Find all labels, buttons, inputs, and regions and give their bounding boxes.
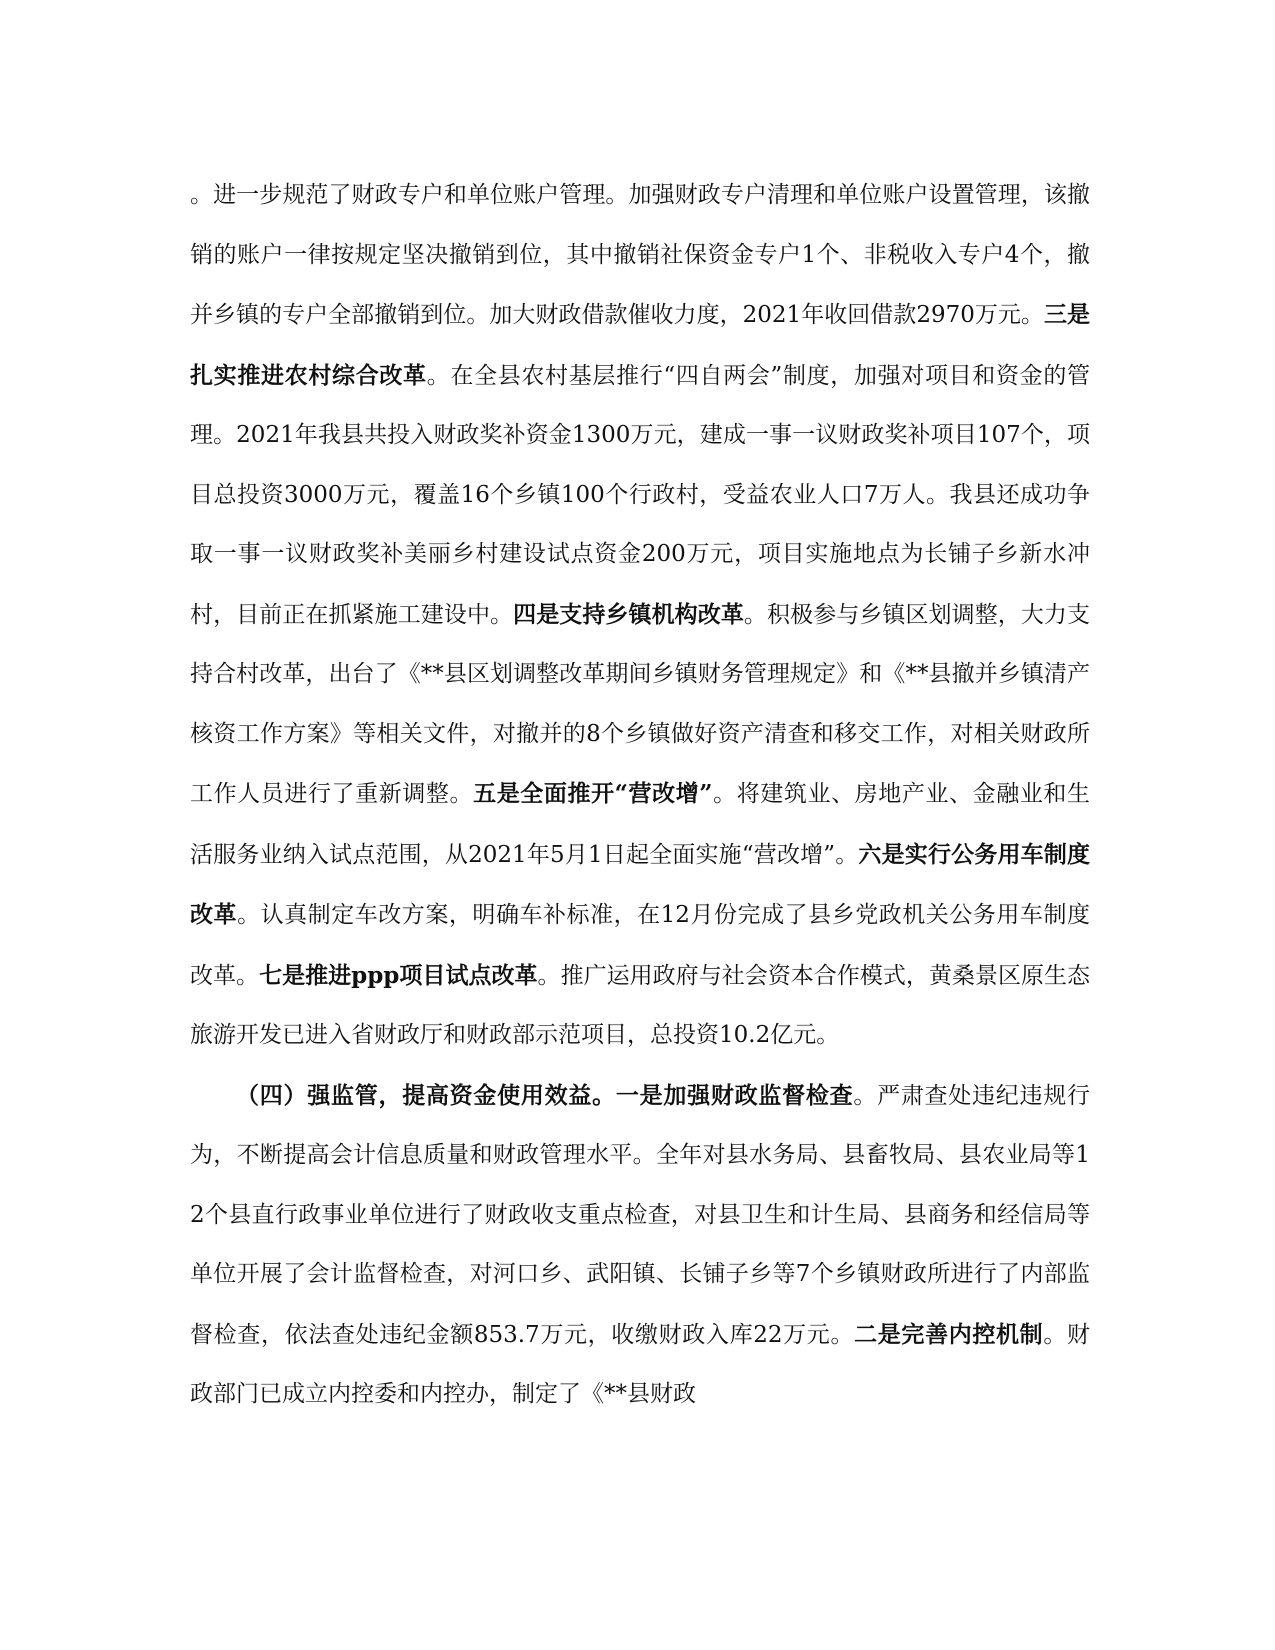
text-run: 。将建筑业、房地产业、金融业和生活服务业纳入试点范围，从2021年5月1日起全面实施“营改增”。 (190, 781, 1091, 868)
bold-heading-run: 五是全面推开“营改增” (473, 780, 713, 807)
text-run: 。积极参与乡镇区划调整，大力支持合村改革，出台了《**县区划调整改革期间乡镇财务管理规定》和《**县撤并乡镇清产核资工作方案》等相关文件，对撤并的8个乡镇做好资产清查和移交工作，对相关财政所工作人员进行了重新调整。 (190, 601, 1091, 807)
bold-heading-run: 四是支持乡镇机构改革 (513, 600, 744, 628)
text-run: 。在全县农村基层推行“四自两会”制度，加强对项目和资金的管理。2021年我县共投入财政奖补资金1300万元，建成一事一议财政奖补项目107个，项目总投资3000万元，覆盖16个乡镇100个行政村，受益农业人口7万人。我县还成功争取一事一议财政奖补美丽乡村建设试点资金200万元，项目实施地点为长铺子乡新水冲村，目前正在抓紧施工建设中。 (190, 362, 1090, 628)
text-run: 。推广运用政府与社会资本合作模式，黄桑景区原生态旅游开发已进入省财政厅和财政部示范项目，总投资10.2亿元。 (190, 962, 1091, 1048)
bold-heading-run: 六是实行公务用车制度改革 (190, 840, 1091, 928)
text-run: 。严肃查处违纪违规行为，不断提高会计信息质量和财政管理水平。全年对县水务局、县畜牧局、县农业局等12个县直行政事业单位进行了财政收支重点检查，对县卫生和计生局、县商务和经信局等单位开展了会计监督检查，对河口乡、武阳镇、长铺子乡等7个乡镇财政所进行了内部监督检查，依法查处违纪金额853.7万元，收缴财政入库22万元。 (190, 1082, 1091, 1348)
bold-heading-run: （四）强监管，提高资金使用效益。一是加强财政监督检查 (236, 1081, 854, 1109)
document-body (190, 166, 1090, 1425)
bold-heading-run: 七是推进ppp项目试点改革 (259, 961, 538, 989)
paragraph-supervision (190, 1066, 1090, 1425)
bold-heading-run: 二是完善内控机制 (854, 1320, 1044, 1348)
text-run: 。认真制定车改方案，明确车补标准，在12月份完成了县乡党政机关公务用车制度改革。 (190, 902, 1090, 989)
text-run: 。进一步规范了财政专户和单位账户管理。加强财政专户清理和单位账户设置管理，该撤销的账户一律按规定坚决撤销到位，其中撤销社保资金专户1个、非税收入专户4个，撤并乡镇的专户全部撤销到位。加大财政借款催收力度，2021年收回借款2970万元。 (190, 182, 1090, 328)
bold-heading-run: 三是扎实推进农村综合改革 (190, 301, 1090, 389)
paragraph-reform-measures (190, 166, 1090, 1066)
text-run: 。财政部门已成立内控委和内控办，制定了《**县财政 (190, 1321, 1090, 1407)
